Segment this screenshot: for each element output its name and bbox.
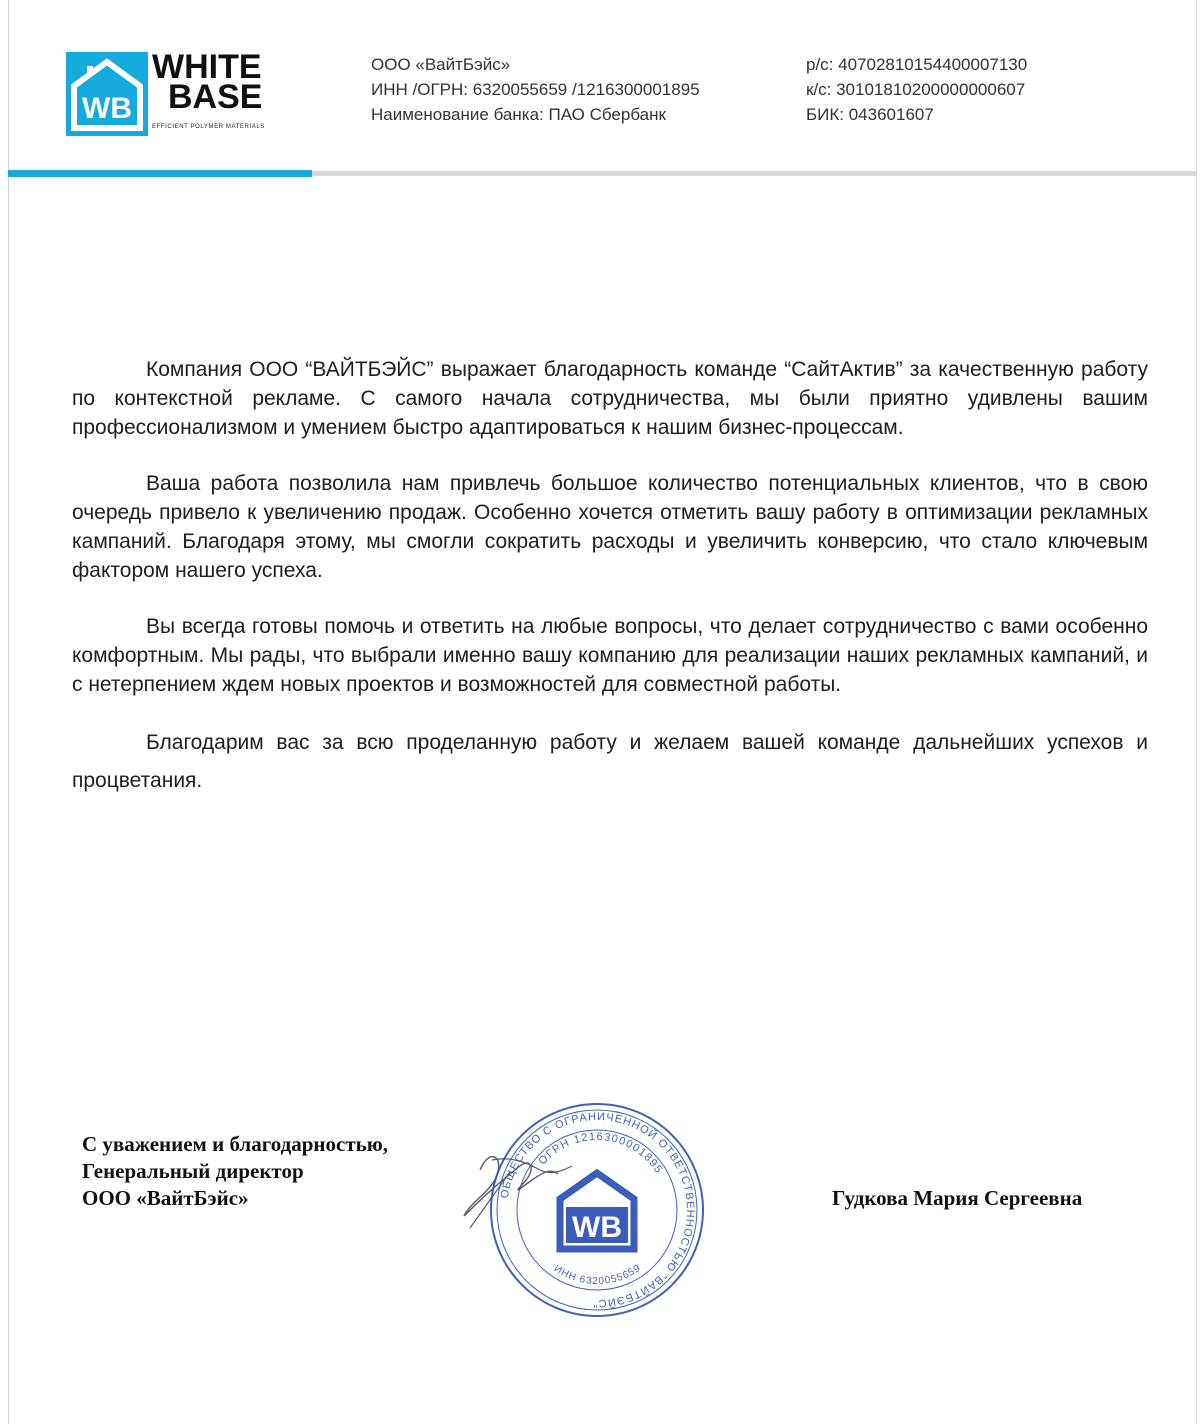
stamp-mark-text: WB bbox=[572, 1211, 622, 1244]
company-name: ООО «ВайтБэйс» bbox=[371, 55, 511, 74]
logo-house-icon bbox=[66, 52, 148, 136]
signature-block bbox=[82, 1131, 388, 1212]
logo-word-base: BASE bbox=[168, 78, 263, 116]
signer-company: ООО «ВайтБэйс» bbox=[82, 1186, 249, 1210]
company-stamp bbox=[486, 1099, 708, 1321]
page-left-edge bbox=[8, 0, 9, 1424]
letter-paragraph: Благодарим вас за всю проделанную работу и желаем вашей команде дальнейших успехов и процветания. bbox=[72, 731, 1148, 792]
company-logo bbox=[66, 48, 286, 138]
company-details bbox=[371, 52, 700, 127]
letter-paragraph: Компания ООО “ВАЙТБЭЙС” выражает благодарность команде “СайтАктив” за качественную работу по контекстной рекламе. С самого начала сотрудничества, мы были приятно удивлены вашим профессионализмом и умением быстро адаптироваться к нашим бизнес-процессам. bbox=[72, 358, 1148, 439]
logo-tagline: EFFICIENT POLYMER MATERIALS bbox=[152, 124, 265, 130]
settlement-account: р/с: 40702810154400007130 bbox=[806, 55, 1028, 74]
signer-title: Генеральный директор bbox=[82, 1159, 304, 1183]
logo-mark-text: WB bbox=[82, 92, 132, 125]
bik-code: БИК: 043601607 bbox=[806, 105, 934, 124]
closing-line: С уважением и благодарностью, bbox=[82, 1132, 389, 1156]
header-divider bbox=[312, 171, 1196, 176]
bank-name: Наименование банка: ПАО Сбербанк bbox=[371, 105, 666, 124]
header-accent-bar bbox=[8, 170, 312, 177]
stamp-outer-text: ОБЩЕСТВО С ОГРАНИЧЕННОЙ ОТВЕТСТВЕННОСТЬЮ "ВАЙТБЭЙС" bbox=[498, 1110, 697, 1310]
correspondent-account: к/с: 30101810200000000607 bbox=[806, 80, 1026, 99]
stamp-inn: ИНН 6320055659 bbox=[551, 1262, 644, 1288]
bank-details bbox=[806, 52, 1027, 127]
letter-paragraph: Вы всегда готовы помочь и ответить на любые вопросы, что делает сотрудничество с вами особенно комфортным. Мы рады, что выбрали именно вашу компанию для реализации наших рекламных кампаний, и с нетерпением ждем новых проектов и возможностей для совместной работы. bbox=[72, 615, 1148, 696]
signer-name: Гудкова Мария Сергеевна bbox=[832, 1186, 1083, 1210]
page-right-edge bbox=[1196, 0, 1197, 1424]
logo-word-white: WHITE bbox=[152, 48, 262, 86]
inn-ogrn: ИНН /ОГРН: 6320055659 /1216300001895 bbox=[371, 80, 700, 99]
logo-wordmark bbox=[152, 48, 263, 116]
letter-body bbox=[72, 355, 1148, 827]
letter-paragraph: Ваша работа позволила нам привлечь большое количество потенциальных клиентов, что в свою очередь привело к увеличению продаж. Особенно хочется отметить вашу работу в оптимизации рекламных кампаний. Благодаря этому, мы смогли сократить расходы и увеличить конверсию, что стало ключевым фактором нашего успеха. bbox=[72, 472, 1148, 582]
stamp-ogrn: ОГРН 1216300001895 bbox=[536, 1130, 665, 1177]
